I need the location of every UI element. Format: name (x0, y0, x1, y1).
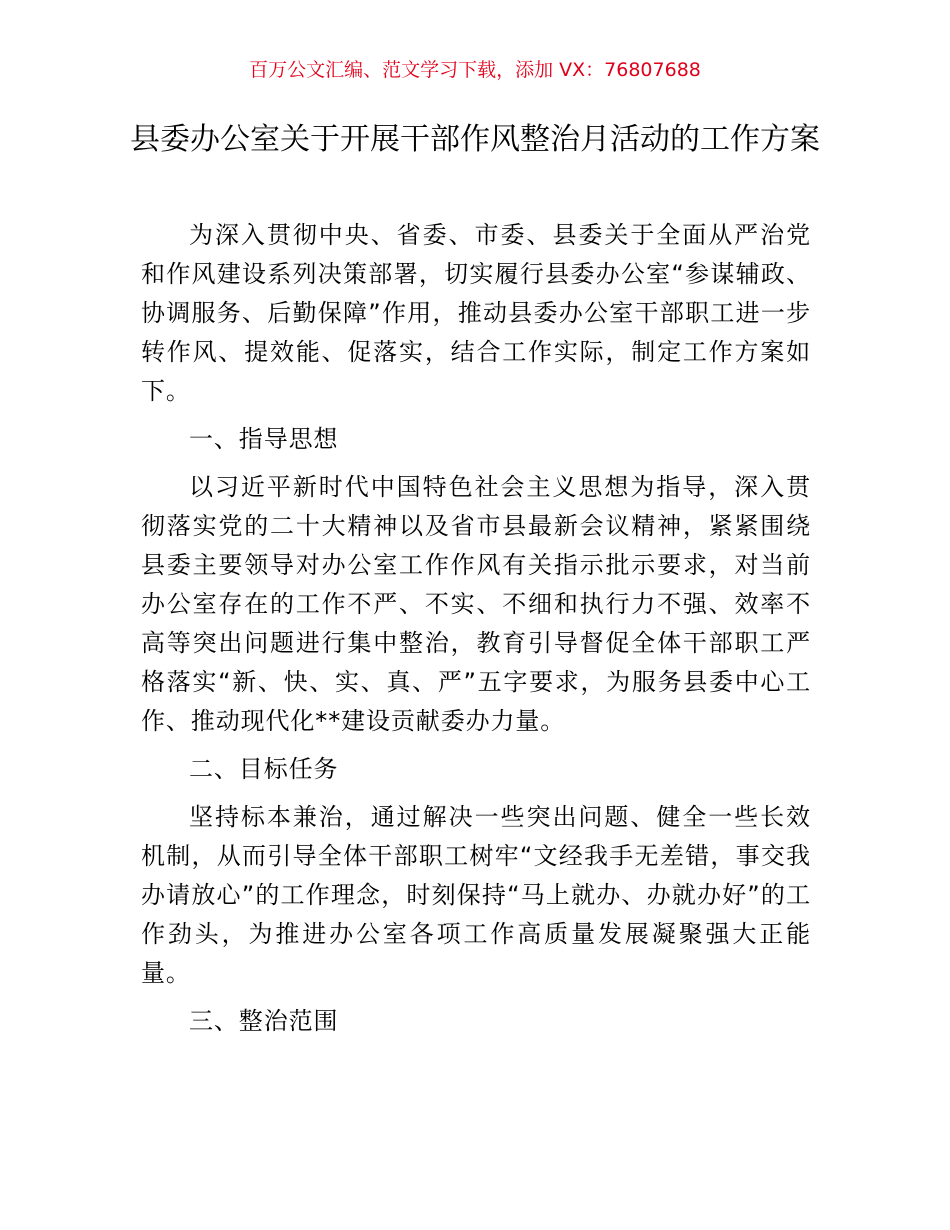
document-title: 县委办公室关于开展干部作风整治月活动的工作方案 (130, 122, 820, 157)
section-heading-scope: 三、整治范围 (189, 1007, 339, 1035)
section-heading-guiding-ideology: 一、指导思想 (189, 425, 339, 453)
section-paragraph-guiding-ideology: 以习近平新时代中国特色社会主义思想为指导，深入贯彻落实党的二十大精神以及省市县最新会议精神，紧紧围绕县委主要领导对办公室工作作风有关指示批示要求，对当前办公室存在的工作不严、不实、不细和执行力不强、效率不高等突出问题进行集中整治，教育引导督促全体干部职工严格落实“新、快、实、真、严”五字要求，为服务县委中心工作、推动现代化**建设贡献委办力量。 (141, 473, 811, 735)
section-heading-goals-tasks: 二、目标任务 (189, 755, 339, 783)
section-paragraph-goals-tasks: 坚持标本兼治，通过解决一些突出问题、健全一些长效机制，从而引导全体干部职工树牢“文经我手无差错，事交我办请放心”的工作理念，时刻保持“马上就办、办就办好”的工作劲头，为推进办公室各项工作高质量发展凝聚强大正能量。 (141, 803, 811, 987)
document-body (141, 216, 811, 1041)
watermark-header: 百万公文汇编、范文学习下载，添加 VX：76807688 (249, 59, 701, 81)
intro-paragraph: 为深入贯彻中央、省委、市委、县委关于全面从严治党和作风建设系列决策部署，切实履行县委办公室“参谋辅政、协调服务、后勤保障”作用，推动县委办公室干部职工进一步转作风、提效能、促落实，结合工作实际，制定工作方案如下。 (141, 221, 811, 405)
